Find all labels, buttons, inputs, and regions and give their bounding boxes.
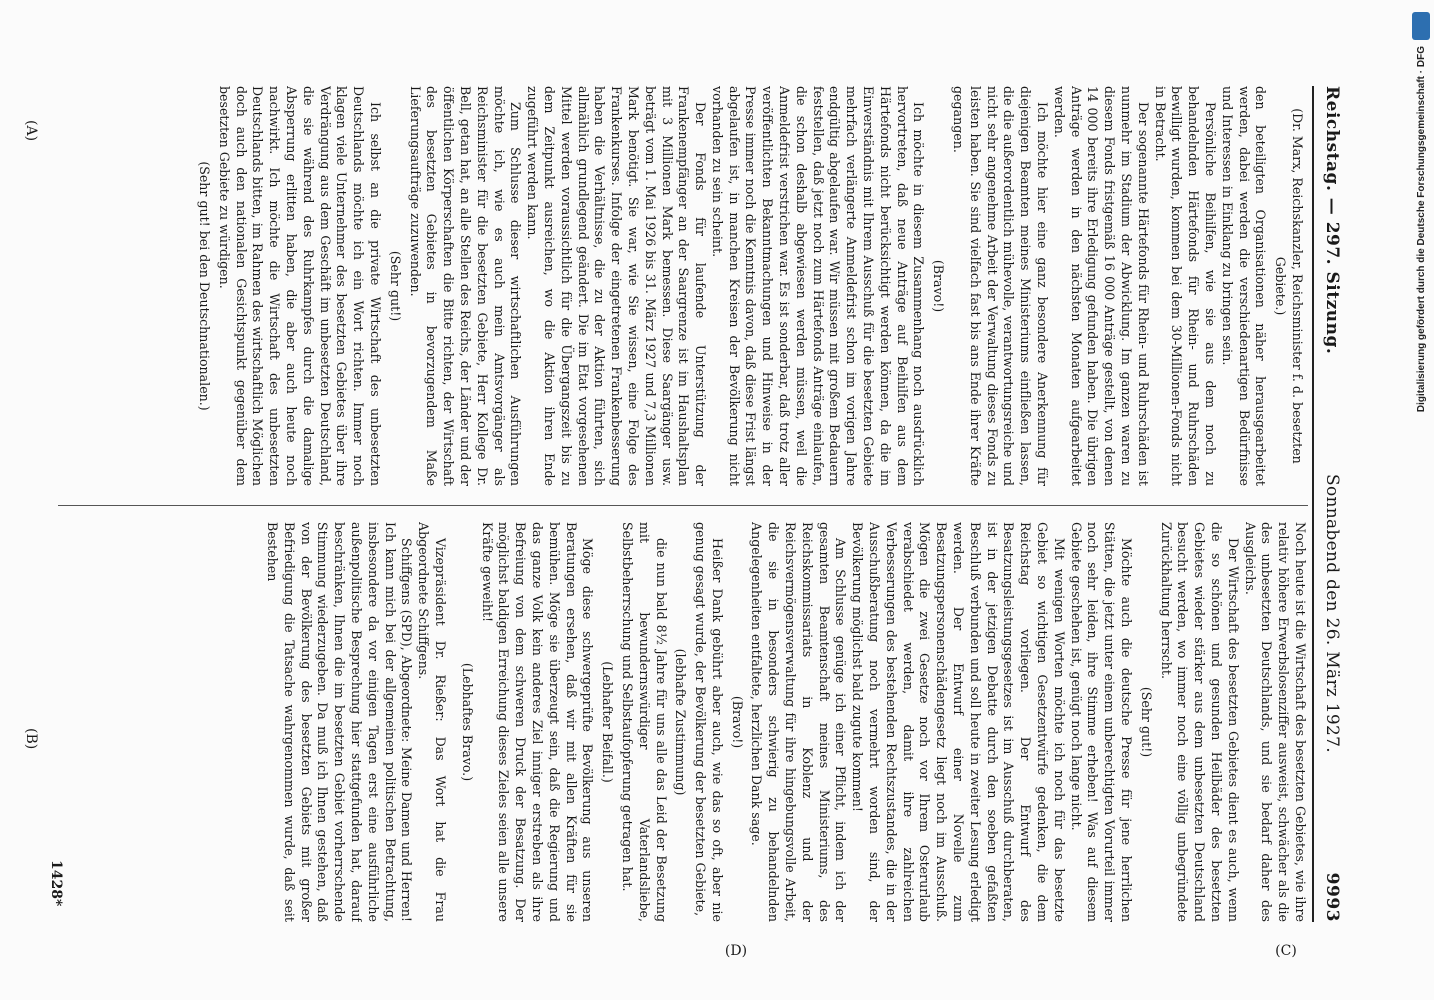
interjection: (Sehr gut! bei den Deutschnationalen.) [197,161,212,411]
interjection: (lebhafte Zustimmung) [673,648,689,796]
interjection: (Bravo!) [729,695,745,749]
paragraph: die nun bald 8½ Jahre für uns alle das Leid der Besetzung mit bewundernswürdiger Vaterlandsliebe, Selbstbeherrschung und Selbstaufopferung getragen hat. [619,522,669,922]
interjection: (Bravo!) [931,259,947,313]
header-rule [1312,86,1314,922]
header-page-number: 9993 [1322,872,1342,922]
margin-mark-a: (A) [23,120,39,142]
watermark-text: Digitalisierung gefördert durch die Deutsche Forschungsgemeinschaft · DFG [1415,46,1427,413]
paragraph: Mit wenigen Worten möchte ich noch für das besetzte Gebiet so wichtigen Gesetzentwürfe gedenken, die dem Reichstag vorliegen. Der Entwurf des Besatzungsleistungsgesetzes ist im Ausschuß durchberaten, ist in der jetzigen Debatte durch den soeben gefaßten Beschluß verbunden und soll heute in zweiter Lesung erledigt werden. Der Entwurf einer Novelle zum Besatzungspersonenschädengesetz liegt noch im Ausschuß. Mögen die zwei Gesetze noch vor Ihrem Osterurlaub verabschiedet werden, damit ihre zahlreichen Verbesserungen des bestehenden Rechtszustandes, die in der Ausschußberatung noch vermehrt worden sind, der Bevölkerung möglichst bald zugute kommen! [850,522,1067,922]
interjection: (Lebhafter Beifall.) [600,661,616,783]
paragraph: Der Wirtschaft des besetzten Gebietes dient es auch, wenn die so schönen und gesunden Heilbäder des besetzten Gebietes wieder stärker aus dem unbesetzten Deutschland besucht werden, wo immer noch eine völlig unbegründete Zurückhaltung herrscht. [1158,522,1241,922]
speaker-paragraph: Vizepräsident Dr. Rießer: Das Wort hat die Frau Abgeordnete Schiffgens. [416,522,448,922]
paragraph: Der sogenannte Härtefonds für Rhein- und Ruhrschäden ist nunmehr im Stadium der Abwicklung. Im ganzen waren zu diesem Fonds fristgemäß 16 000 Anträge gestellt, von denen 14 000 bereits ihre Erledigung gefunden haben. Die übrigen Anträge werden in den nächsten Monaten aufgearbeitet werden. [1051,86,1151,486]
paragraph: Am Schlusse genüge ich einer Pflicht, indem ich der gesamten Beamtenschaft meines Ministeriums, des Reichskommissariats in Koblenz und der Reichsvermögensverwaltung für ihre hingebungsvolle Arbeit, die sie in besonders schwierig zu behandelnden Angelegenheiten entfaltete, herzlichen Dank sage. [749,522,849,922]
right-column [48,522,1308,922]
header-date: Sonnabend den 26. März 1927. [1322,474,1342,753]
interjection: (Sehr gut!) [387,250,403,322]
paragraph: Zum Schlusse dieser wirtschaftlichen Ausführungen möchte ich, wie es auch mein Amtsvorgänger als Reichsminister für die besetzten Gebiete, Herr Kollege Dr. Bell, getan hat, an alle Stellen des Reichs, der Länder und der öffentlichen Körperschaften die Bitte richten, der Wirtschaft des besetzten Gebietes in bevorzugendem Maße Lieferungsaufträge zuzuwenden. [407,86,524,486]
paragraph: Möge diese schwergeprüfte Bevölkerung aus unseren Beratungen ersehen, daß wir mit allen Kräften für sie bemühen. Möge sie überzeugt sein, daß die Regierung und das ganze Volk kein anderes Ziel inniger erstreben als ihre Befreiung von dem schweren Druck der Besatzung. Der möglichst baldigen Erreichung dieses Zieles seien alle unsere Kräfte geweiht! [479,522,596,922]
header-left: Reichstag. — 297. Sitzung. [1322,86,1342,355]
interjection: (Sehr gut!) [1138,686,1154,758]
margin-mark-b: (B) [23,728,39,750]
margin-mark-d: (D) [724,943,748,960]
paragraph: Ich selbst an die private Wirtschaft des unbesetzten Deutschlands möchte ich ein Wort richten. Immer noch klagen viele Unternehmer des besetzten Gebietes über ihre Verdrängung aus dem Geschäft im unbesetzten Deutschland, die sie während des Ruhrkampfes durch die damalige Absperrung erlitten haben, die aber auch heute noch nachwirkt. Ich möchte die Wirtschaft des unbesetzten Deutschlands bitten, im Rahmen des wirtschaftlich Möglichen doch auch den nationalen Gesichtspunkt gegenüber dem besetzten Gebiete zu würdigen. [216,86,383,486]
speaker-note: (Dr. Marx, Reichskanzler, Reichsminister f. d. besetzten Gebiete.) [1273,108,1305,464]
dfg-logo-icon [1412,12,1430,40]
column-rule [58,505,1308,506]
sheet-number: 1428* [48,860,64,907]
left-column [48,86,1308,486]
paragraph: den beteiligten Organisationen näher herausgearbeitet werden, dabei werden die verschiedenartigen Bedürfnisse und Interessen in Einklang zu bringen sein. [1219,86,1269,486]
paragraph: Der Fonds für laufende Unterstützung der Frankenempfänger an der Saargrenze ist im Haushaltsplan mit 3 Millionen Mark bemessen. Diese Saargänger usw. beträgt vom 1. Mai 1926 bis 31. März 1927 und 7,3 Millionen Mark benötigt. Sie war, wie Sie wissen, eine Folge des Frankenkurses. Infolge der eingetretenen Frankenbesserung haben die Verhältnisse, die zu der Aktion führten, sich allmählich grundlegend geändert. Die im Etat vorgesehenen Mittel werden voraussichtlich für die Übergangszeit bis zu dem Zeitpunkt ausreichen, wo die Aktion ihren Ende zugeführt werden kann. [525,86,709,486]
paragraph: Ich möchte hier eine ganz besondere Anerkennung für diejenigen Beamten meines Ministeriums einfließen lassen, die die außerordentlich mühevolle, verantwortungsreiche und nicht sehr angenehme Arbeit der Verwaltung dieses Fonds zu leisten haben. Sie sind vielfach fast bis ans Ende ihrer Kräfte gegangen. [951,86,1051,486]
paragraph: Persönliche Beihilfen, wie sie aus dem noch zu behandelnden Härtefonds für Rhein- und Ruhrschäden bewilligt wurden, kommen bei dem 30-Millionen-Fonds nicht in Betracht. [1152,86,1219,486]
page-header [1312,86,1342,922]
dfg-watermark [1411,12,1431,987]
margin-mark-c: (C) [1275,942,1297,959]
interjection: (Lebhaftes Bravo.) [459,662,475,782]
speaker-paragraph: Schiffgens (SPD), Abgeordnete: Meine Damen und Herren! Ich kann mich bei der allgemeinen politischen Betrachtung, insbesondere da vor einigen Tagen erst eine ausführliche außenpolitische Besprechung hier stattgefunden hat, darauf beschränken, Ihnen die im besetzten Gebiet vorherrschende Stimmung wiederzugeben. Da muß ich Ihnen gestehen, daß von der Bevölkerung des besetzten Gebiets mit großer Befriedigung die Tatsache wahrgenommen wurde, daß seit Bestehen [264,522,415,922]
paragraph: Heißer Dank gebührt aber auch, wie das so oft, aber nie genug gesagt wurde, der Bevölkerung der besetzten Gebiete, [693,522,725,922]
paragraph: Ich möchte in diesem Zusammenhang noch ausdrücklich hervortreten, daß neue Anträge auf Beihilfen aus dem Härtefonds nicht berücksichtigt werden können, da die im Einverständnis mit Ihrem Ausschuß für die besetzten Gebiete mehrfach verlängerte Anmeldefrist schon im vorigen Jahre endgültig abgelaufen war. Wir müssen mit großem Bedauern feststellen, daß jetzt noch zum Härtefonds Anträge einlaufen, die schon deshalb abgewiesen werden müssen, weil die Anmeldefrist verstrichen war. Es ist sonderbar, daß trotz aller veröffentlichten Bekanntmachungen und Hinweise in der Presse immer noch die Kenntnis davon, daß diese Frist längst abgelaufen ist, in manchen Kreisen der Bevölkerung nicht vorhanden zu sein scheint. [709,86,927,486]
paragraph: Noch heute ist die Wirtschaft des besetzten Gebietes, wie ihre relativ höhere Erwerbslosenziffer ausweist, schwächer als die des unbesetzten Deutschlands, und sie bedarf daher des Ausgleichs. [1242,522,1308,922]
paragraph: Möchte auch die deutsche Presse für jene herrlichen Stätten, die jetzt unter einem unberechtigten Vorurteil immer noch sehr leiden, ihre Stimme erheben! Was auf diesem Gebiete geschehen ist, genügt noch lange nicht. [1068,522,1135,922]
